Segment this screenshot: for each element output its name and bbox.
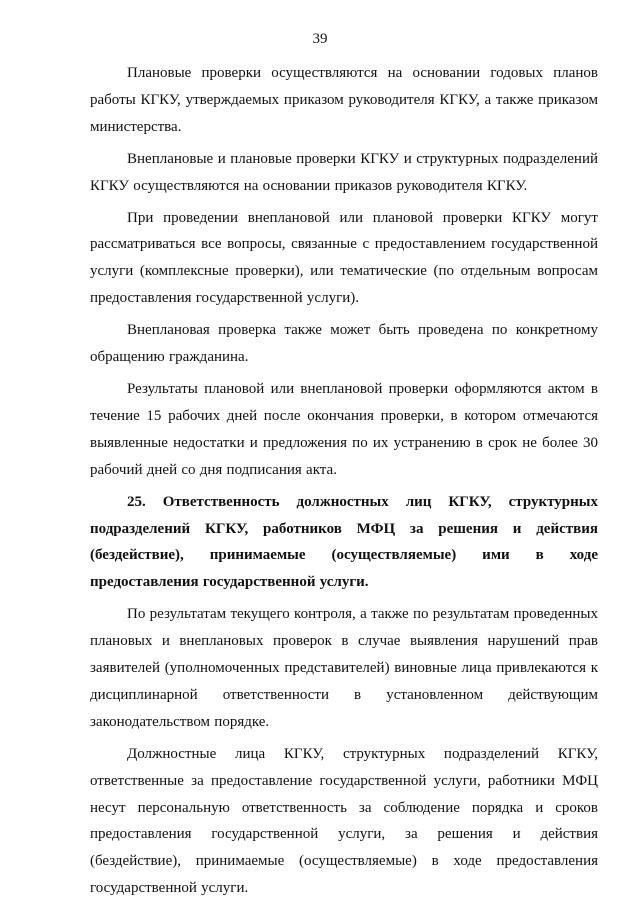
document-body xyxy=(90,60,598,902)
paragraph-disciplinary-liability: По результатам текущего контроля, а также по результатам проведенных плановых и внеплановых проверок в случае выявления нарушений прав заявителей (уполномоченных представителей) виновные лица привлекаются к дисциплинарной ответственности в установленном действующим законодательством порядке. xyxy=(90,606,598,730)
paragraph-personal-responsibility: Должностные лица КГКУ, структурных подразделений КГКУ, ответственные за предоставление государственной услуги, работники МФЦ несут персональную ответственность за соблюдение порядка и сроков предоставления государственной услуги, за решения и действия (бездействие), принимаемые (осуществляемые) в ходе предоставления государственной услуги. xyxy=(90,745,598,897)
section-heading: 25. Ответственность должностных лиц КГКУ, структурных подразделений КГКУ, работников МФЦ за решения и действия (бездействие), принимаемые (осуществляемые) ими в ходе предоставления государственной услуги. xyxy=(90,493,598,591)
paragraph-inspection-scope: При проведении внеплановой или плановой проверки КГКУ могут рассматриваться все вопросы, связанные с предоставлением государственной услуги (комплексные проверки), или тематические (по отдельным вопросам предоставления государственной услуги). xyxy=(90,209,598,307)
page-number: 39 xyxy=(312,31,328,47)
paragraph-unplanned-inspection: Внеплановая проверка также может быть проведена по конкретному обращению гражданина. xyxy=(90,322,598,366)
paragraph-inspection-results: Результаты плановой или внеплановой проверки оформляются актом в течение 15 рабочих дней после окончания проверки, в котором отмечаются выявленные недостатки и предложения по их устранению в срок не более 30 рабочий дней со дня подписания акта. xyxy=(90,380,598,478)
paragraph-inspection-basis: Внеплановые и плановые проверки КГКУ и структурных подразделений КГКУ осуществляются на основании приказов руководителя КГКУ. xyxy=(90,150,598,194)
paragraph-planned-inspections: Плановые проверки осуществляются на основании годовых планов работы КГКУ, утверждаемых приказом руководителя КГКУ, а также приказом министерства. xyxy=(90,65,598,135)
